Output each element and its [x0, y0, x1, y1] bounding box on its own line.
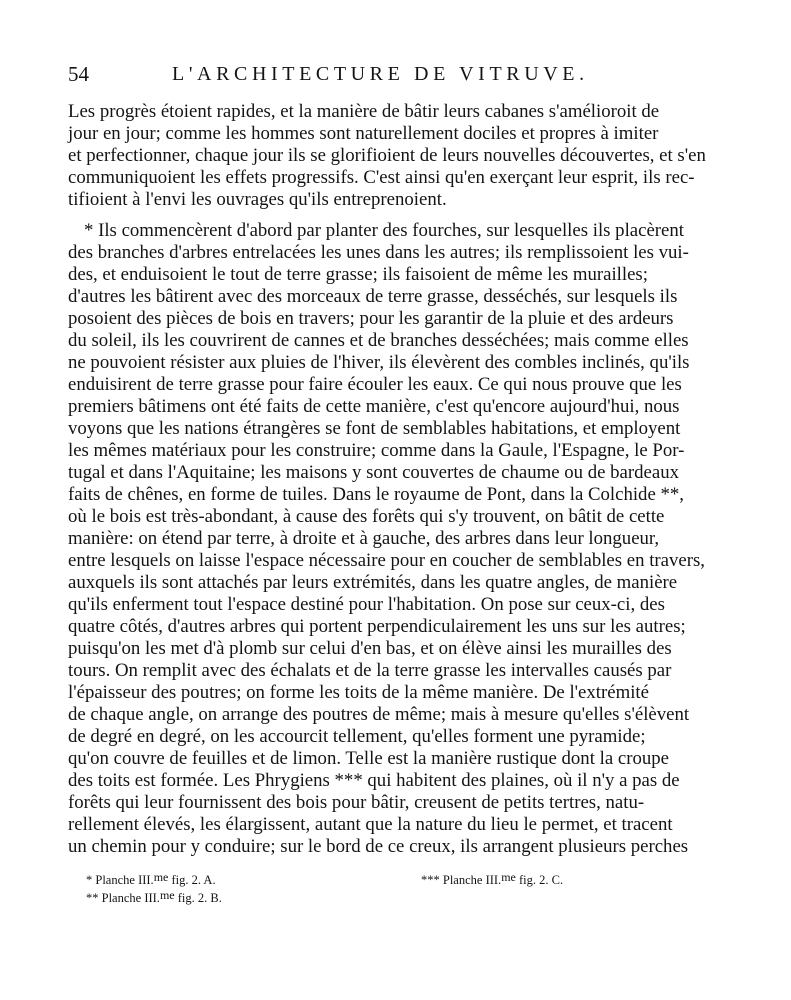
text-line: faits de chênes, en forme de tuiles. Dans le royaume de Pont, dans la Colchide **, [68, 484, 684, 505]
text-line: où le bois est très-abondant, à cause des forêts qui s'y trouvent, on bâtit de cette [68, 506, 665, 527]
text-line: posoient des pièces de bois en travers; pour les garantir de la pluie et des ardeurs [68, 308, 674, 329]
page-header [68, 62, 724, 90]
text-line: et perfectionner, chaque jour ils se glorifioient de leurs nouvelles découvertes, et s'en [68, 145, 706, 166]
text-line: enduisirent de terre grasse pour faire écouler les eaux. Ce qui nous prouve que les [68, 374, 682, 395]
text-line: des, et enduisoient le tout de terre grasse; ils faisoient de même les murailles; [68, 264, 648, 285]
footnote-text: Planche III. [101, 891, 160, 905]
footnote-reference: fig. 2. C. [515, 873, 564, 887]
page-number: 54 [68, 62, 89, 86]
text-line: forêts qui leur fournissent des bois pour bâtir, creusent de petits tertres, natu- [68, 792, 645, 813]
text-line: de degré en degré, on les accourcit tellement, qu'elles forment une pyramide; [68, 726, 646, 747]
text-line: tifioient à l'envi les ouvrages qu'ils entreprenoient. [68, 189, 447, 210]
footnote-text: Planche III. [442, 873, 502, 887]
footnote-superscript: me [501, 870, 516, 884]
text-line: communiquoient les effets progressifs. C'est ainsi qu'en exerçant leur esprit, ils rec- [68, 167, 695, 188]
text-line: auxquels ils sont attachés par leurs extrémités, dans les quatre angles, de manière [68, 572, 678, 593]
text-line: entre lesquels on laisse l'espace nécessaire pour en coucher de semblables en travers, [68, 550, 705, 571]
text-line: voyons que les nations étrangères se font de semblables habitations, et employent [68, 418, 681, 439]
text-line: ne pouvoient résister aux pluies de l'hiver, ils élevèrent des combles inclinés, qu'ils [68, 352, 690, 373]
footnote-reference: fig. 2. A. [168, 873, 216, 887]
text-line: premiers bâtimens ont été faits de cette manière, c'est qu'encore aujourd'hui, nous [68, 396, 680, 417]
text-line: jour en jour; comme les hommes sont naturellement dociles et propres à imiter [68, 123, 659, 144]
text-line: du soleil, ils les couvrirent de cannes et de branches desséchées; mais comme elles [68, 330, 689, 351]
footnote-mark: ** [86, 891, 99, 905]
footnote-mark: * [86, 873, 93, 887]
text-line: d'autres les bâtirent avec des morceaux de terre grasse, desséchés, sur lesquels ils [68, 286, 678, 307]
text-line: de chaque angle, on arrange des poutres de même; mais à mesure qu'elles s'élèvent [68, 704, 690, 725]
text-line: des toits est formée. Les Phrygiens *** qui habitent des plaines, où il n'y a pas de [68, 770, 680, 791]
text-line: quatre côtés, d'autres arbres qui portent perpendiculairement les uns sur les autres; [68, 616, 686, 637]
text-line: tugal et dans l'Aquitaine; les maisons y sont couvertes de chaume ou de bardeaux [68, 462, 679, 483]
footnote-mark: *** [421, 873, 440, 887]
footnote [86, 869, 216, 888]
text-line: Les progrès étoient rapides, et la manière de bâtir leurs cabanes s'amélioroit de [68, 101, 660, 122]
text-line: qu'on couvre de feuilles et de limon. Telle est la manière rustique dont la croupe [68, 748, 669, 769]
text-line: des branches d'arbres entrelacées les unes dans les autres; ils remplissoient les vui- [68, 242, 689, 263]
text-line: puisqu'on les met d'à plomb sur celui d'en bas, et on élève ainsi les murailles des [68, 638, 672, 659]
text-line: * Ils commencèrent d'abord par planter des fourches, sur lesquelles ils placèrent [84, 220, 684, 241]
footnote-superscript: me [153, 870, 169, 884]
footnote-superscript: me [159, 888, 175, 902]
text-line: qu'ils enferment tout l'espace destiné pour l'habitation. On pose sur ceux-ci, des [68, 594, 665, 615]
footnote [86, 887, 222, 906]
text-line: un chemin pour y conduire; sur le bord de ce creux, ils arrangent plusieurs perches [68, 836, 689, 857]
text-line: l'épaisseur des poutres; on forme les toits de la même manière. De l'extrémité [68, 682, 649, 703]
text-line: rellement élevés, les élargissent, autant que la nature du lieu le permet, et tracent [68, 814, 673, 835]
text-line: les mêmes matériaux pour les construire; comme dans la Gaule, l'Espagne, le Por- [68, 440, 685, 461]
text-line: manière: on étend par terre, à droite et à gauche, des arbres dans leur longueur, [68, 528, 660, 549]
running-title: L'ARCHITECTURE DE VITRUVE. [172, 63, 589, 85]
text-line: tours. On remplit avec des échalats et de la terre grasse les intervalles causés par [68, 660, 672, 681]
footnote [421, 869, 563, 888]
footnote-reference: fig. 2. B. [174, 891, 222, 905]
footnote-text: Planche III. [95, 873, 154, 887]
